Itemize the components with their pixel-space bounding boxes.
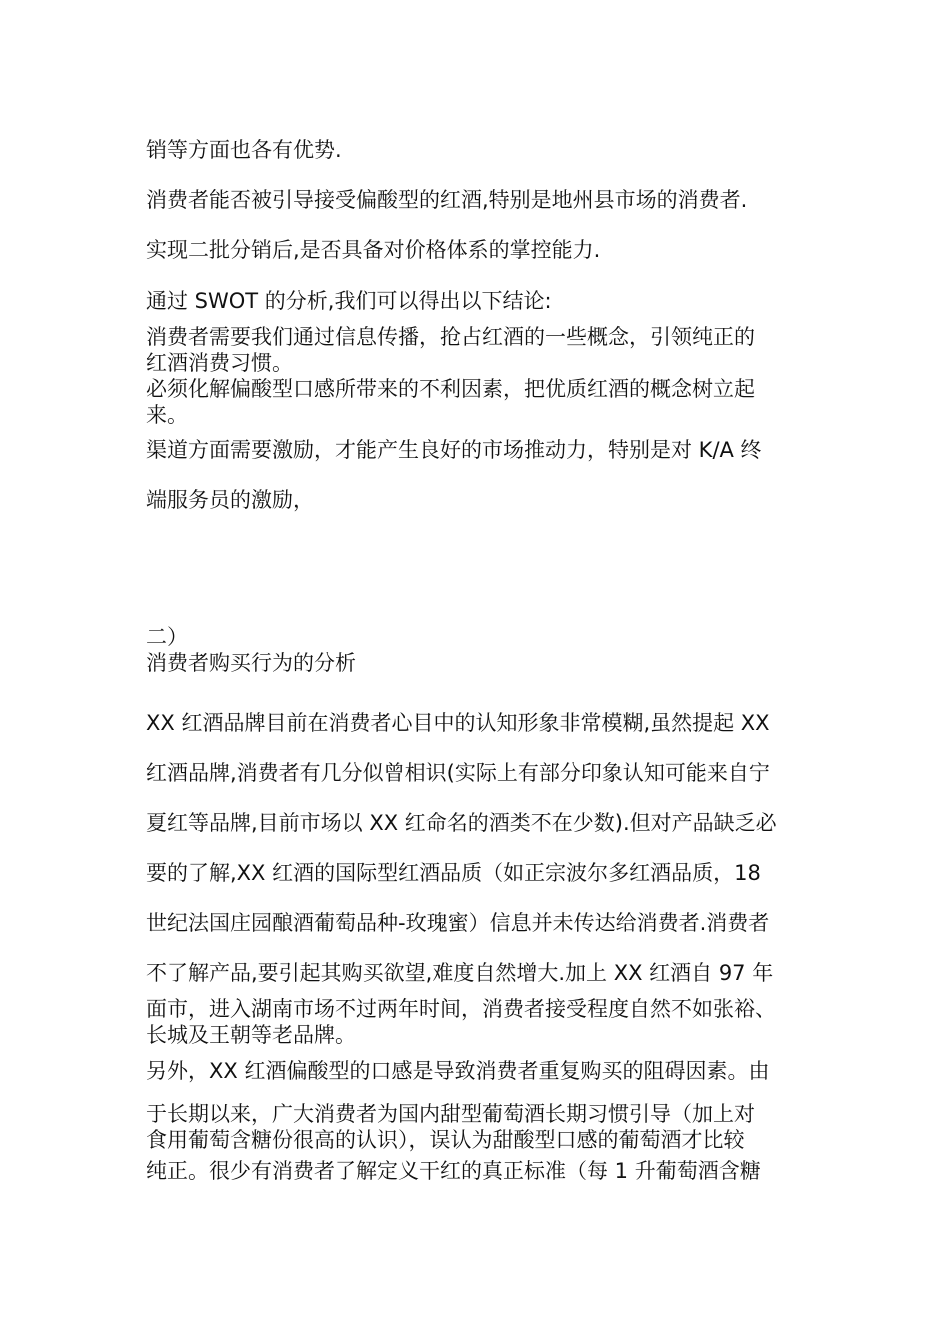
- text-line: 要的了解,XX 红酒的国际型红酒品质（如正宗波尔多红酒品质，18: [146, 861, 761, 885]
- text-line: 红酒消费习惯。: [146, 351, 293, 375]
- text-line: 食用葡萄含糖份很高的认识），误认为甜酸型口感的葡萄酒才比较: [146, 1128, 745, 1152]
- text-line: 消费者能否被引导接受偏酸型的红酒,特别是地州县市场的消费者.: [146, 188, 748, 212]
- text-line: 消费者需要我们通过信息传播，抢占红酒的一些概念，引领纯正的: [146, 325, 755, 349]
- text-line: 通过 SWOT 的分析,我们可以得出以下结论:: [146, 289, 552, 313]
- section-number: 二）: [146, 625, 188, 649]
- text-line: 夏红等品牌,目前市场以 XX 红命名的酒类不在少数).但对产品缺乏必: [146, 811, 777, 835]
- text-line: 必须化解偏酸型口感所带来的不利因素，把优质红酒的概念树立起: [146, 377, 755, 401]
- text-line: 另外，XX 红酒偏酸型的口感是导致消费者重复购买的阻碍因素。由: [146, 1059, 770, 1083]
- text-line: 于长期以来，广大消费者为国内甜型葡萄酒长期习惯引导（加上对: [146, 1102, 755, 1126]
- text-line: 端服务员的激励，: [146, 488, 314, 512]
- text-line: 红酒品牌,消费者有几分似曾相识(实际上有部分印象认知可能来自宁: [146, 761, 770, 785]
- text-line: 不了解产品,要引起其购买欲望,难度自然增大.加上 XX 红酒自 97 年: [146, 961, 774, 985]
- section-heading: 消费者购买行为的分析: [146, 651, 356, 675]
- text-line: 渠道方面需要激励，才能产生良好的市场推动力，特别是对 K/A 终: [146, 438, 762, 462]
- text-line: 来。: [146, 403, 188, 427]
- text-line: 面市，进入湖南市场不过两年时间，消费者接受程度自然不如张裕、: [146, 997, 776, 1021]
- text-line: 纯正。很少有消费者了解定义干红的真正标准（每 1 升葡萄酒含糖: [146, 1159, 761, 1183]
- text-line: 实现二批分销后,是否具备对价格体系的掌控能力.: [146, 238, 601, 262]
- text-line: 世纪法国庄园酿酒葡萄品种-玫瑰蜜）信息并未传达给消费者.消费者: [146, 911, 770, 935]
- text-line: 长城及王朝等老品牌。: [146, 1023, 356, 1047]
- text-line: 销等方面也各有优势.: [146, 138, 342, 162]
- text-line: XX 红酒品牌目前在消费者心目中的认知形象非常模糊,虽然提起 XX: [146, 711, 770, 735]
